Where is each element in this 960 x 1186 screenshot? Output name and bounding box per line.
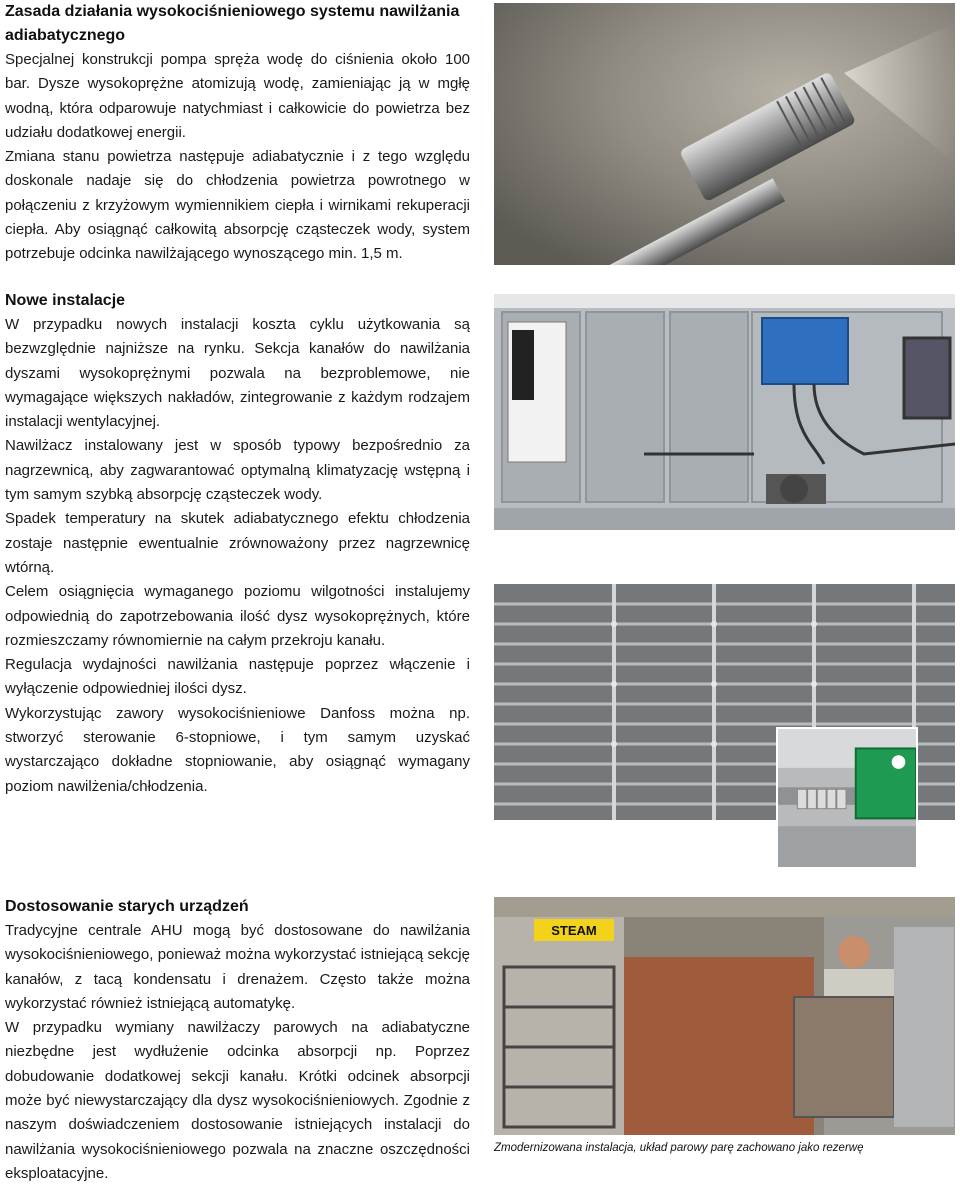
nozzle-mist-photo [494, 3, 955, 265]
section-title: Dostosowanie starych urządzeń [5, 898, 249, 915]
paragraph: Specjalnej konstrukcji pompa spręża wodę do ciśnienia około 100 bar. Dysze wysokoprężne atomizują wodę, zamieniając ją w mgłę wodną, która odparowuje natychmiast i całkowicie do powietrza bez udziału dodatkowej energii. [5, 51, 470, 141]
valve-inset-photo [776, 727, 918, 869]
paragraph: Wykorzystując zawory wysokociśnieniowe Danfoss można np. stworzyć sterowanie 6-stopniowe, i tym samym uzyskać wystarczająco dokładne stopniowanie, aby osiągnąć wymagany poziom nawilżenia/chłodzenia. [5, 704, 470, 795]
section-adiabatic-principle [5, 0, 470, 267]
photo-caption: Zmodernizowana instalacja, układ parowy parę zachowano jako rezerwę [494, 1142, 864, 1154]
section-retrofit [5, 895, 470, 1186]
paragraph: Nawilżacz instalowany jest w sposób typowy bezpośrednio za nagrzewnicą, aby zagwarantować optymalną klimatyzację wstępną i tym samym szybką absorpcję cząsteczek wody. [5, 437, 470, 504]
paragraph: Zmiana stanu powietrza następuje adiabatycznie i z tego względu doskonale nadaje się do chłodzenia powietrza powrotnego w połączeniu z krzyżowym wymiennikiem ciepła i wirnikami rekuperacji ciepła. Aby osiągnąć całkowitą absorpcję cząsteczek wody, system potrzebuje odcinka nawilżającego wynoszącego min. 1,5 m. [5, 148, 470, 263]
section-title: Nowe instalacje [5, 292, 126, 309]
paragraph: W przypadku wymiany nawilżaczy parowych na adiabatyczne niezbędne jest wydłużenie odcinka absorpcji np. Poprzez dobudowanie dodatkowej sekcji kanału. Krótki odcinek absorpcji może być niewystarczający dla dysz wysokociśnieniowych. Zgodnie z naszym doświadczeniem dostosowanie istniejących instalacji do nawilżania wysokociśnieniowego pozwala na znaczne oszczędności eksploatacyjne. [5, 1019, 470, 1182]
ahu-unit-photo [494, 294, 955, 530]
paragraph: Spadek temperatury na skutek adiabatycznego efektu chłodzenia zostaje następnie ewentualnie zrównoważony przez nagrzewnicę wtórną. [5, 510, 470, 576]
paragraph: Regulacja wydajności nawilżania następuje poprzez włączenie i wyłączenie odpowiedniej ilości dysz. [5, 656, 470, 698]
section-title: Zasada działania wysokociśnieniowego systemu nawilżania adiabatycznego [5, 3, 460, 44]
paragraph: W przypadku nowych instalacji koszta cyklu użytkowania są bezwzględnie najniższe na rynku. Sekcja kanałów do nawilżania dyszami wysokoprężnymi pozwala na bezproblemowe, nie wymagające większych nakładów, zintegrowanie z każdym rodzajem instalacji wentylacyjnej. [5, 316, 470, 431]
paragraph: Celem osiągnięcia wymaganego poziomu wilgotności instalujemy odpowiednią do zapotrzebowania ilość dysz wysokoprężnych, które rozmieszczamy równomiernie na całym przekroju kanału. [5, 583, 470, 649]
steam-sign: STEAM [551, 923, 597, 938]
section-new-installations [5, 289, 470, 799]
retrofit-installation-photo [494, 897, 955, 1135]
paragraph: Tradycyjne centrale AHU mogą być dostosowane do nawilżania wysokociśnieniowego, ponieważ można wykorzystać istniejącą sekcję kanałów, z tacą kondensatu i drenażem. Często także można wykorzystać również istniejącą automatykę. [5, 922, 470, 1012]
